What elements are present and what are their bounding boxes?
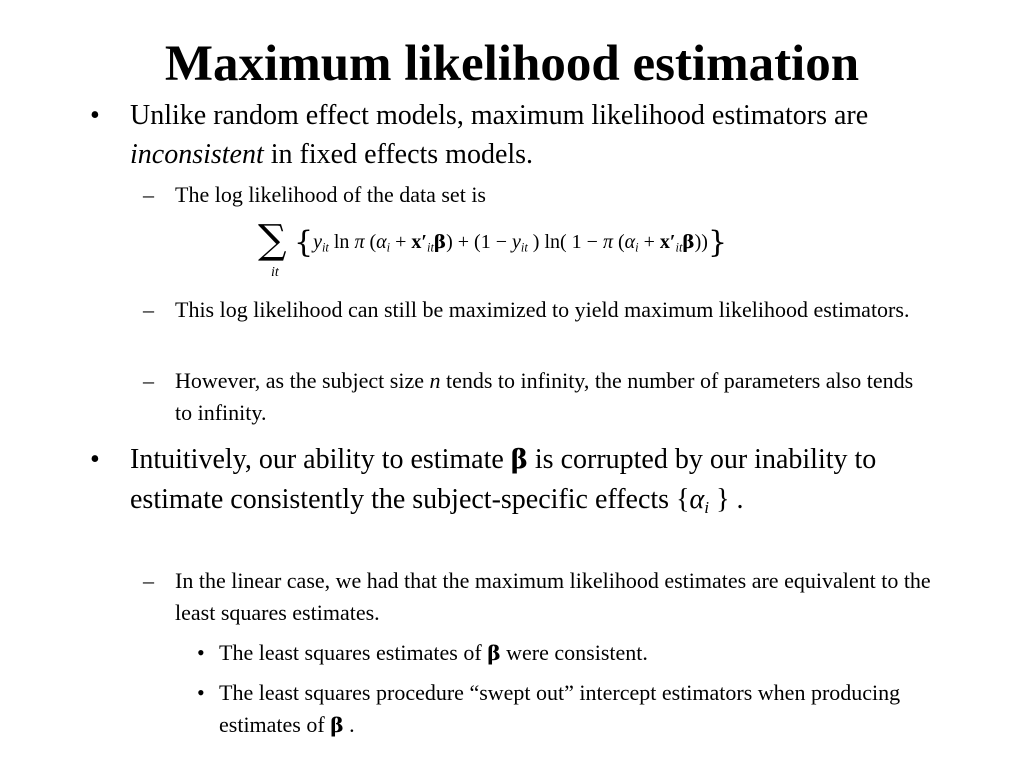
slide-title: Maximum likelihood estimation [164,36,860,92]
set-open: { [676,484,690,515]
bullet-text: Intuitively, our ability to estimate [130,444,511,475]
bullet-marker: • [90,444,100,475]
bullet-marker: • [90,100,100,131]
var-n: n [429,368,441,393]
formula-alpha2: α [624,231,636,253]
formula-y2-sub: it [520,240,528,255]
formula-alpha-sub: i [386,240,391,255]
subbullet-text: The log likelihood of the data set is [175,182,486,207]
bullet-inconsistency [90,96,960,174]
formula-alpha2-sub: i [635,240,639,255]
subsubbullet-text: The least squares estimates of [219,640,488,665]
formula-x-sub: it [427,240,434,255]
formula-beta2: β [682,232,695,253]
formula-alpha: α [376,231,387,253]
bullet-text-mid: is corrupted by our inability to estimate consistently the subject-specific effects [130,444,877,515]
symbol-beta: β [510,445,528,475]
formula-ln2: ) ln( 1 − [527,231,603,253]
formula-pi: π [354,231,365,253]
subbullet-text: In the linear case, we had that the maximum likelihood estimates are equivalent to the least squares estimates. [175,568,931,625]
subbullet-text: However, as the subject size [175,368,430,393]
summation-index: it [271,265,279,280]
formula-close: )) [694,231,708,253]
formula-plus: + [390,231,412,253]
dot-marker: • [197,680,205,705]
bullet-text: Unlike random effect models, maximum likelihood estimators are [130,100,869,131]
formula-ln: ln [328,231,355,253]
subsubbullet-text-end: were consistent. [500,640,648,665]
dot-marker: • [197,640,205,665]
formula-y2: y [512,231,521,253]
bullet-text-end: in fixed effects models. [263,139,534,170]
formula-mid: ) + (1 − [446,231,512,253]
bullet-intuition [90,440,960,527]
symbol-beta: β [330,713,344,737]
formula-x2-sub: it [675,240,683,255]
subbullet-log-likelihood [143,179,935,211]
subsubbullet-swept-out [197,677,939,741]
subbullet-maximized [143,294,935,326]
formula-plus2: + [638,231,660,253]
summation-symbol: ∑ [258,217,287,263]
formula-pi2: π [602,231,613,253]
formula-beta: β [433,232,447,253]
formula-body [294,225,728,261]
subbullet-text: This log likelihood can still be maximized to yield maximum likelihood estimators. [175,297,910,322]
formula-x: x′ [411,231,427,253]
set-close: } [716,484,730,515]
bullet-text-end: . [729,484,744,515]
alpha-subscript: i [704,497,710,517]
subbullet-linear-case [143,565,935,629]
emphasis-inconsistent: inconsistent [130,139,264,170]
dash-marker: – [143,297,154,322]
subsubbullet-text: The least squares procedure “swept out” intercept estimators when producing estimates of [219,680,901,737]
subsubbullet-consistent [197,637,939,669]
subbullet-text-end: tends to infinity, the number of parameters also tends to infinity. [175,368,914,425]
subbullet-subject-size [143,365,935,429]
formula-paren2: ( [612,231,625,253]
dash-marker: – [143,368,154,393]
formula-y: y [313,231,322,253]
brace-close: } [707,225,728,260]
dash-marker: – [143,182,154,207]
formula-paren: ( [364,231,377,253]
formula-x2: x′ [659,231,676,253]
symbol-alpha: α [689,484,705,515]
dash-marker: – [143,568,154,593]
brace-open: { [294,225,314,260]
log-likelihood-formula [258,217,858,286]
symbol-beta: β [487,641,501,665]
formula-y-sub: it [321,240,329,255]
subsubbullet-text-end: . [343,712,355,737]
